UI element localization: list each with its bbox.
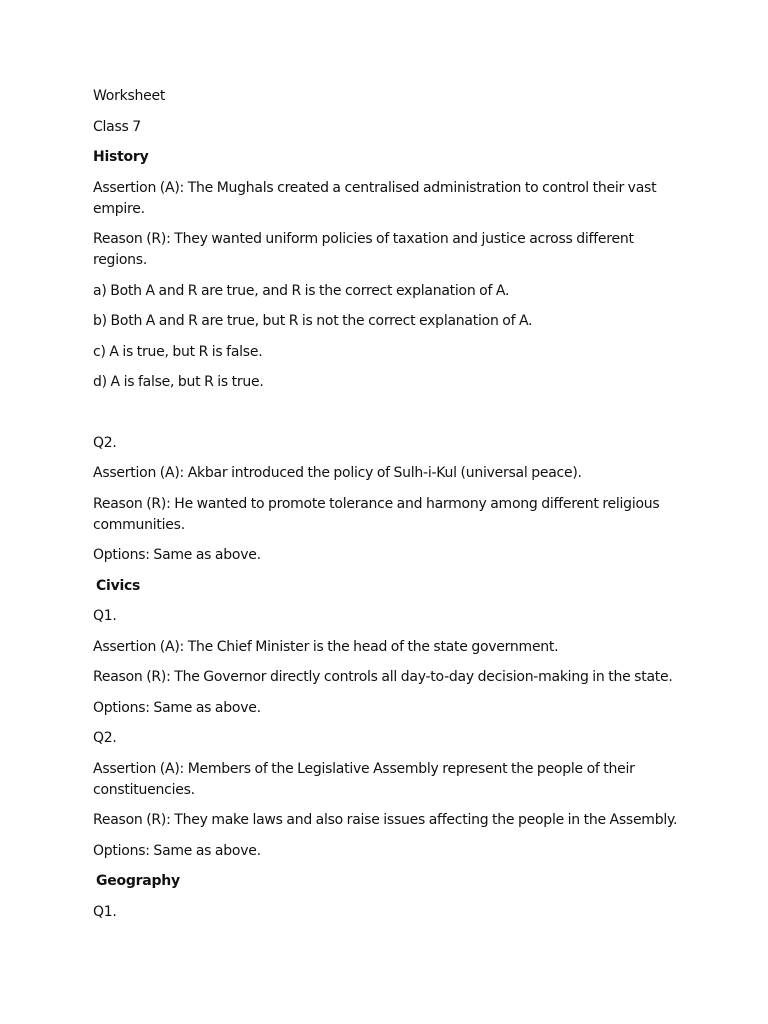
- history-q2-reason: Reason (R): He wanted to promote tolerance and harmony among different religious communities.: [93, 495, 660, 533]
- geography-q1-label: Q1.: [93, 903, 117, 920]
- civics-q2-label: Q2.: [93, 730, 117, 746]
- history-q1-assertion: Assertion (A): The Mughals created a centralised administration to control their vast empire.: [93, 179, 657, 217]
- history-q2-assertion: Assertion (A): Akbar introduced the policy of Sulh-i-Kul (universal peace).: [93, 465, 582, 481]
- history-q2-label: Q2.: [93, 434, 117, 451]
- civics-q1-options: Options: Same as above.: [93, 699, 261, 716]
- civics-q2-reason: Reason (R): They make laws and also raise issues affecting the people in the Assembly.: [93, 812, 678, 828]
- history-q2-options: Options: Same as above.: [93, 547, 261, 563]
- history-q1-option-b: b) Both A and R are true, but R is not the correct explanation of A.: [93, 313, 533, 329]
- history-q1-option-d: d) A is false, but R is true.: [93, 374, 264, 390]
- section-heading-civics: Civics: [96, 577, 141, 594]
- civics-q2-options: Options: Same as above.: [93, 842, 261, 859]
- section-heading-history: History: [93, 149, 149, 165]
- class-label: Class 7: [93, 118, 141, 135]
- blank-line: [93, 403, 683, 433]
- history-q1-option-a: a) Both A and R are true, and R is the correct explanation of A.: [93, 282, 510, 299]
- worksheet-page: [93, 86, 683, 932]
- history-q1-option-c: c) A is true, but R is false.: [93, 343, 263, 360]
- civics-q1-reason: Reason (R): The Governor directly controls all day-to-day decision-making in the state.: [93, 669, 673, 685]
- civics-q1-assertion: Assertion (A): The Chief Minister is the head of the state government.: [93, 638, 559, 655]
- worksheet-title: Worksheet: [93, 88, 166, 104]
- civics-q2-assertion: Assertion (A): Members of the Legislative Assembly represent the people of their constituencies.: [93, 760, 635, 798]
- history-q1-reason: Reason (R): They wanted uniform policies of taxation and justice across different regions.: [93, 231, 634, 268]
- civics-q1-label: Q1.: [93, 608, 117, 624]
- section-heading-geography: Geography: [96, 873, 180, 889]
